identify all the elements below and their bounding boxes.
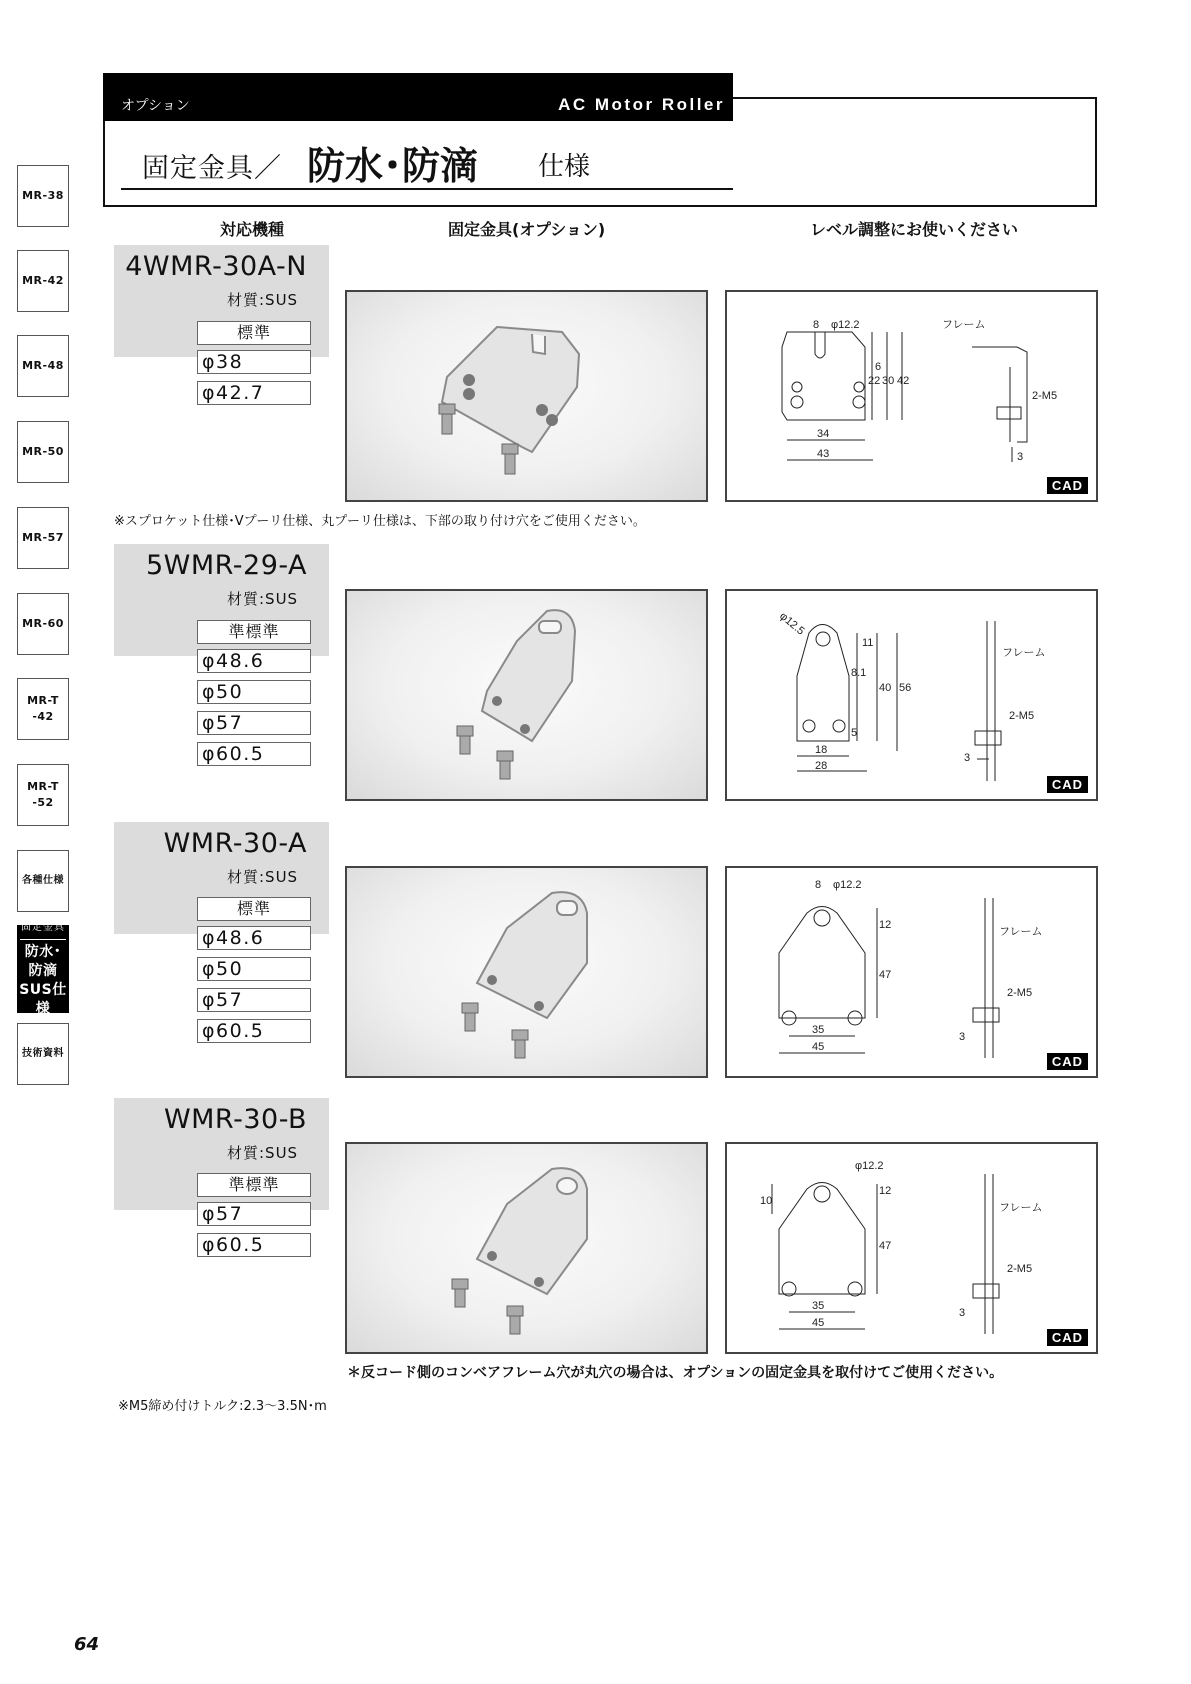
bracket-illustration [347,292,708,502]
side-tab-active-large-label: 防水･防滴 SUS仕様 [19,943,67,1017]
bracket-photo-1 [345,290,708,502]
diameter-option: φ57 [197,1202,311,1226]
dim-thickness: 3 [964,752,971,764]
dim-w1: 34 [817,428,830,440]
diameter-option: φ50 [197,680,311,704]
column-header-level: レベル調整にお使いください [810,220,1019,239]
dim-w2: 45 [812,1041,825,1053]
dim-hole: φ12.2 [833,879,862,891]
bracket-photo-4 [345,1142,708,1354]
dim-d1: 11 [862,637,874,649]
column-header-model: 対応機種 [220,220,285,239]
model-material: 材質:SUS [227,1144,299,1162]
diameter-option: φ60.5 [197,1233,311,1257]
cad-badge[interactable]: CAD [1047,1053,1088,1070]
dim-slot: 8 [815,879,822,891]
dim-w2: 43 [817,448,830,460]
dim-d3: 40 [879,682,892,694]
dimension-diagram [727,1144,1098,1354]
header-option-label: オプション [121,98,190,114]
model-material: 材質:SUS [227,291,299,309]
dimension-drawing-1 [725,290,1098,502]
note-torque: ※M5締め付けトルク:2.3～3.5N･m [118,1399,327,1414]
grade-badge: 準標準 [197,620,311,644]
dim-d0: 10 [760,1195,773,1207]
note-sprocket: ※スプロケット仕様･Vプーリ仕様、丸プーリ仕様は、下部の取り付け穴をご使用ください。 [114,514,646,529]
dim-frame: フレーム [1002,647,1046,659]
title-suffix: 仕様 [538,152,591,182]
page-number: 64 [74,1634,100,1655]
dim-d1: 12 [879,919,892,931]
dim-d1: 6 [875,361,882,373]
cad-badge[interactable]: CAD [1047,477,1088,494]
side-tab-mr-t-52[interactable]: MR-T -52 [17,764,69,826]
cad-badge[interactable]: CAD [1047,776,1088,793]
dim-d2: 22 [868,375,881,387]
diameter-option: φ57 [197,711,311,735]
dimension-drawing-3 [725,866,1098,1078]
dim-d2: 47 [879,1240,892,1252]
model-material: 材質:SUS [227,868,299,886]
side-tab-active-small-label: 固定金具 [20,920,66,940]
dim-frame: フレーム [942,319,986,331]
side-tab-bracket-active[interactable] [17,921,69,1017]
dim-w1: 18 [815,744,828,756]
dim-d3: 30 [882,375,895,387]
side-tab-mr-38[interactable]: MR-38 [17,165,69,227]
side-tab-mr-60[interactable]: MR-60 [17,593,69,655]
side-tab-mr-42[interactable]: MR-42 [17,250,69,312]
dim-d2: 47 [879,969,892,981]
side-tab-mr-48[interactable]: MR-48 [17,335,69,397]
side-tab-mr-50[interactable]: MR-50 [17,421,69,483]
model-name: WMR-30-A [163,828,307,859]
dimension-drawing-2 [725,589,1098,801]
model-material: 材質:SUS [227,590,299,608]
model-name: 5WMR-29-A [145,550,307,581]
bracket-illustration [347,591,708,801]
dim-d2: 8.1 [851,667,867,679]
dimension-drawing-4 [725,1142,1098,1354]
title-underline [121,188,733,190]
side-tab-specs[interactable]: 各種仕様 [17,850,69,912]
diameter-option: φ48.6 [197,926,311,950]
dim-frame: フレーム [999,1202,1043,1214]
header-brand: AC Motor Roller [558,95,725,114]
diameter-option: φ42.7 [197,381,311,405]
bracket-photo-3 [345,866,708,1078]
dim-w1: 35 [812,1024,825,1036]
dim-w2: 45 [812,1317,825,1329]
dim-hole: φ12.2 [855,1160,884,1172]
grade-badge: 準標準 [197,1173,311,1197]
dim-frame: フレーム [999,926,1043,938]
diameter-option: φ60.5 [197,742,311,766]
side-tab-tech-docs[interactable]: 技術資料 [17,1023,69,1085]
dim-hole: φ12.2 [831,319,860,331]
dim-screw: 2-M5 [1007,1263,1033,1275]
diameter-option: φ57 [197,988,311,1012]
page-title: 防水･防滴 [307,144,479,188]
dim-thickness: 3 [959,1031,966,1043]
dimension-diagram [727,591,1098,801]
dim-w2: 28 [815,760,828,772]
dim-slot: 8 [813,319,820,331]
side-tab-mr-t-42[interactable]: MR-T -42 [17,678,69,740]
bracket-illustration [347,1144,708,1354]
dim-d1: 12 [879,1185,892,1197]
column-header-bracket: 固定金具(オプション) [448,220,606,239]
dim-screw: 2-M5 [1007,987,1033,999]
dim-d4: 42 [897,375,910,387]
dim-thickness: 3 [1017,451,1024,463]
bracket-photo-2 [345,589,708,801]
note-cord-side: ＊反コード側のコンベアフレーム穴が丸穴の場合は、オプションの固定金具を取付けてご使用ください。 [347,1365,1004,1381]
dim-screw: 2-M5 [1032,390,1058,402]
dim-hole: φ12.5 [777,610,807,638]
bracket-illustration [347,868,708,1078]
cad-badge[interactable]: CAD [1047,1329,1088,1346]
dimension-diagram [727,868,1098,1078]
dim-d5: 5 [851,727,858,739]
model-name: 4WMR-30A-N [125,251,307,282]
model-name: WMR-30-B [163,1104,307,1135]
dim-w1: 35 [812,1300,825,1312]
diameter-option: φ48.6 [197,649,311,673]
title-prefix: 固定金具／ [142,153,282,184]
dim-d4: 56 [899,682,912,694]
dimension-diagram [727,292,1098,502]
dim-screw: 2-M5 [1009,710,1035,722]
dim-thickness: 3 [959,1307,966,1319]
diameter-option: φ38 [197,350,311,374]
diameter-option: φ60.5 [197,1019,311,1043]
grade-badge: 標準 [197,897,311,921]
diameter-option: φ50 [197,957,311,981]
side-tab-mr-57[interactable]: MR-57 [17,507,69,569]
grade-badge: 標準 [197,321,311,345]
